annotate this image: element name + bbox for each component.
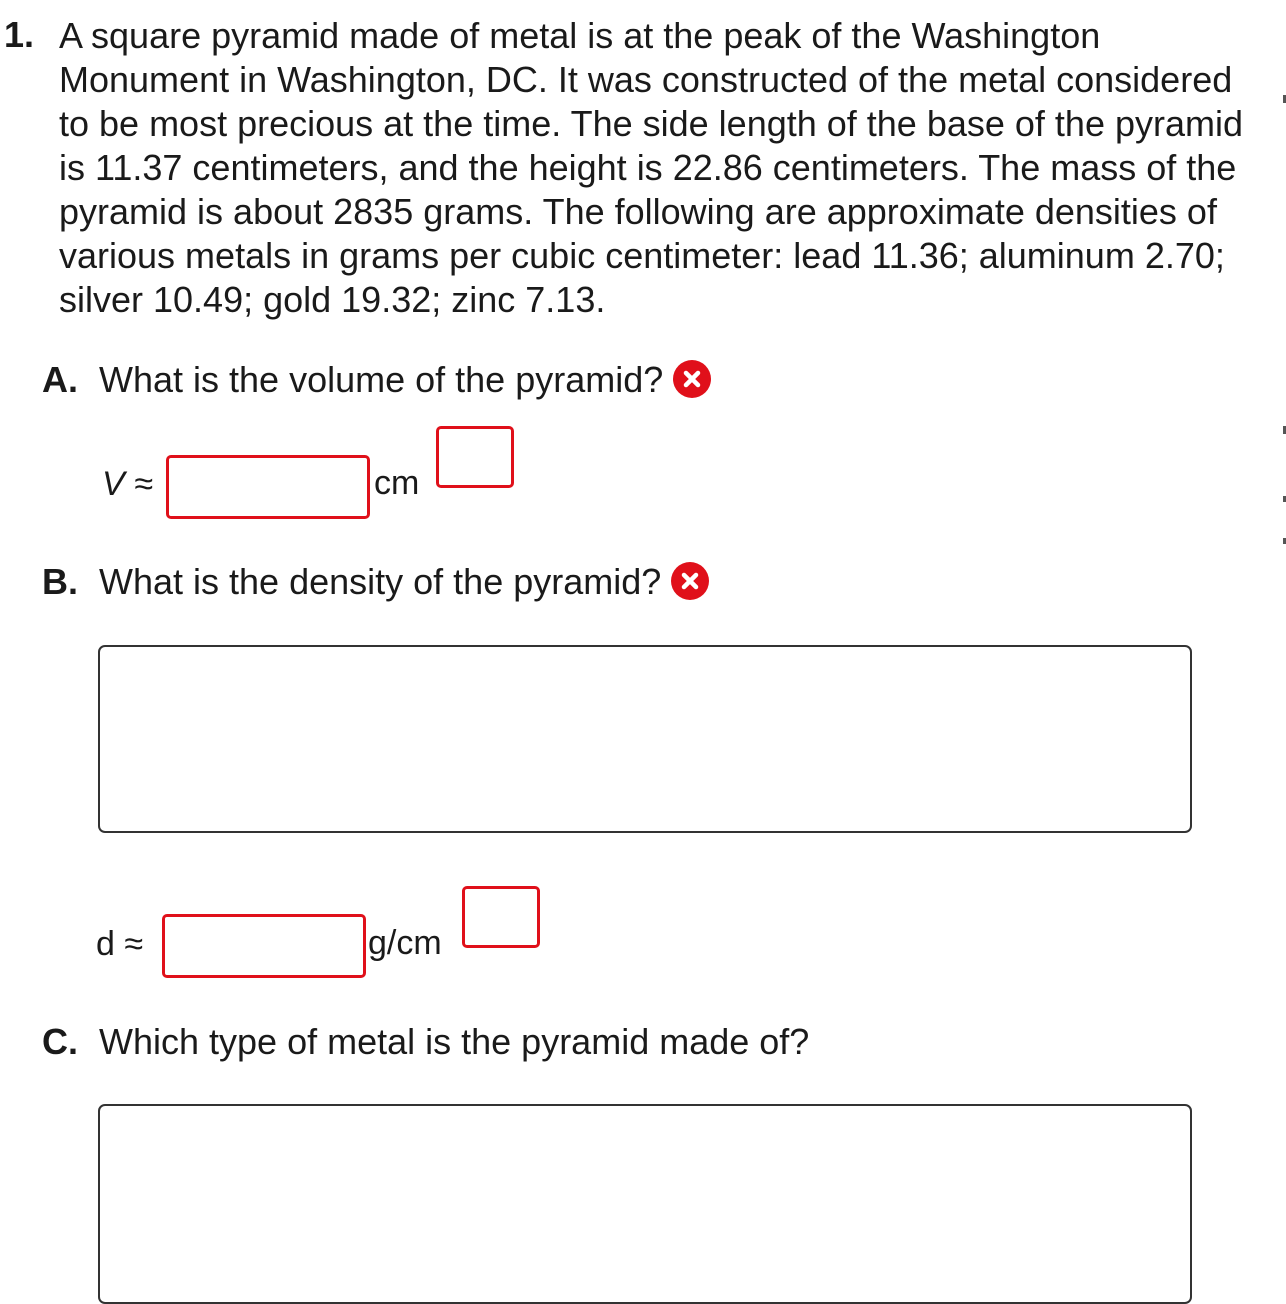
part-a-prompt-row [99,358,711,402]
metal-answer-textarea[interactable] [98,1104,1192,1304]
part-b-prompt: What is the density of the pyramid? [99,561,662,602]
incorrect-x-icon [671,562,709,600]
volume-variable-label: V ≈ [102,465,153,503]
volume-unit: cm [374,464,420,502]
density-work-textarea[interactable] [98,645,1192,833]
density-exponent-input[interactable] [462,886,540,948]
part-b-letter: B. [42,561,78,602]
volume-input[interactable] [166,455,370,519]
part-b-prompt-row [99,560,709,604]
part-a-letter: A. [42,359,78,400]
density-input[interactable] [162,914,366,978]
part-c-prompt: Which type of metal is the pyramid made of? [99,1021,810,1062]
incorrect-x-icon [673,360,711,398]
density-unit: g/cm [368,924,442,962]
question-text: A square pyramid made of metal is at the peak of the Washington Monument in Washington, DC. It was constructed of the metal considered to be most precious at the time. The side length of the base of the pyramid is 11.37 centimeters, and the height is 22.86 centimeters. The mass of the pyramid is about 2835 grams. The following are approximate densities of various metals in grams per cubic centimeter: lead 11.36; aluminum 2.70; silver 10.49; gold 19.32; zinc 7.13. [59,15,1244,320]
part-c-letter: C. [42,1021,78,1062]
density-variable-label: d ≈ [96,925,144,963]
question-number: 1. [4,14,35,55]
part-a-prompt: What is the volume of the pyramid? [99,359,664,400]
volume-exponent-input[interactable] [436,426,514,488]
